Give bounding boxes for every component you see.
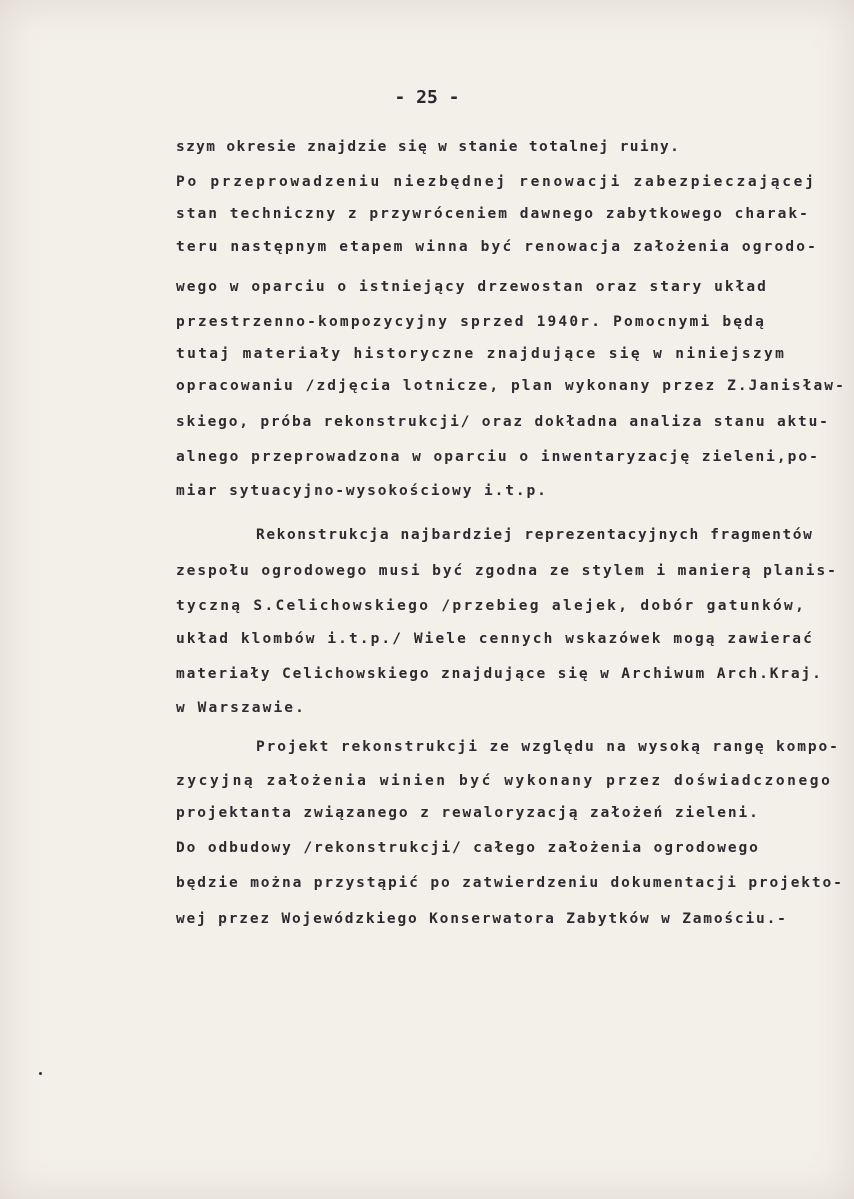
text-line: w Warszawie. <box>176 700 306 716</box>
text-line: układ klombów i.t.p./ Wiele cennych wskazówek mogą zawierać <box>176 631 814 647</box>
text-line: projektanta związanego z rewaloryzacją założeń zieleni. <box>176 805 760 821</box>
text-line: wej przez Wojewódzkiego Konserwatora Zabytków w Zamościu.- <box>176 911 788 927</box>
text-line: będzie można przystąpić po zatwierdzeniu dokumentacji projekto- <box>176 875 844 891</box>
text-line: alnego przeprowadzona w oparciu o inwentaryzację zieleni,po- <box>176 449 820 465</box>
text-line: Rekonstrukcja najbardziej reprezentacyjnych fragmentów <box>256 527 814 543</box>
text-line: Projekt rekonstrukcji ze względu na wysoką rangę kompo- <box>256 739 840 755</box>
text-line: Po przeprowadzeniu niezbędnej renowacji zabezpieczającej <box>176 174 817 190</box>
text-line: zespołu ogrodowego musi być zgodna ze stylem i manierą planis- <box>176 563 838 579</box>
text-line: Do odbudowy /rekonstrukcji/ całego założenia ogrodowego <box>176 840 760 856</box>
text-line: miar sytuacyjno-wysokościowy i.t.p. <box>176 483 548 499</box>
text-line: zycyjną założenia winien być wykonany przez doświadczonego <box>176 773 833 789</box>
text-line: tutaj materiały historyczne znajdujące się w niniejszym <box>176 346 787 362</box>
text-line: stan techniczny z przywróceniem dawnego zabytkowego charak- <box>176 206 810 222</box>
text-line: szym okresie znajdzie się w stanie totalnej ruiny. <box>176 139 681 155</box>
text-line: opracowaniu /zdjęcia lotnicze, plan wykonany przez Z.Janisław- <box>176 378 846 394</box>
text-line: skiego, próba rekonstrukcji/ oraz dokładna analiza stanu aktu- <box>176 414 830 430</box>
text-line: przestrzenno-kompozycyjny sprzed 1940r. Pomocnymi będą <box>176 314 767 330</box>
page-number: - 25 - <box>394 87 460 108</box>
text-line: tyczną S.Celichowskiego /przebieg alejek, dobór gatunków, <box>176 598 807 614</box>
text-line: materiały Celichowskiego znajdujące się w Archiwum Arch.Kraj. <box>176 666 823 682</box>
text-line: wego w oparciu o istniejący drzewostan oraz stary układ <box>176 279 768 295</box>
text-line: teru następnym etapem winna być renowacja założenia ogrodo- <box>176 239 818 255</box>
margin-speck <box>39 1072 42 1075</box>
